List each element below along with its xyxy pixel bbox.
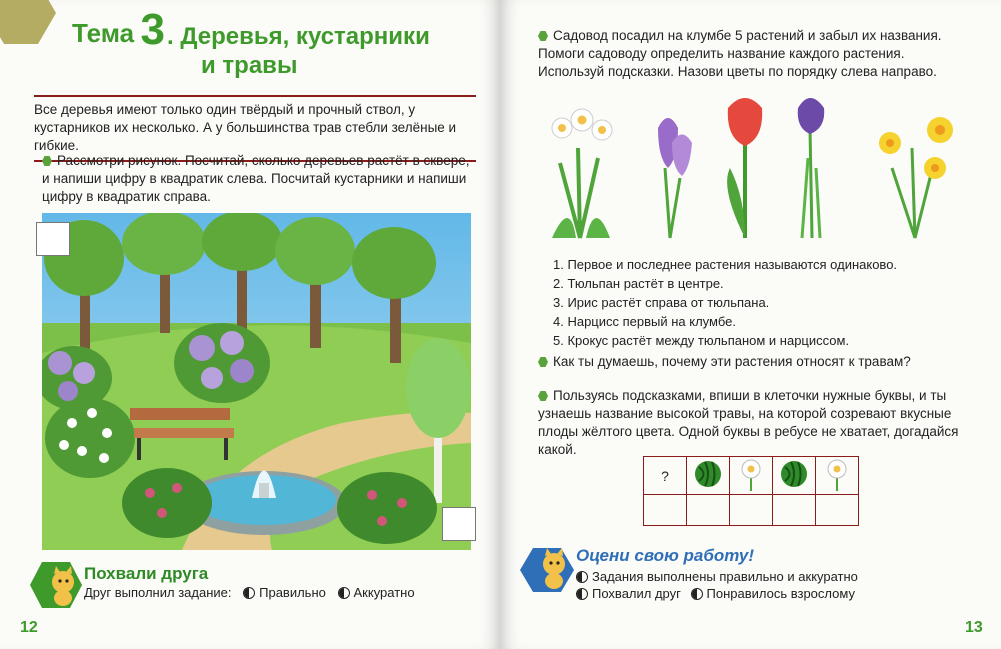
rebus-answer-cell[interactable] (644, 495, 687, 526)
page-title: Тема 3. Деревья, кустарники и травы (72, 5, 430, 79)
flowers-illustration (540, 88, 970, 248)
rebus-grid (643, 456, 859, 526)
bullet-hex-icon (538, 31, 548, 41)
narcissus-white-flower (552, 109, 612, 238)
praise-line: Друг выполнил задание: Правильно Аккуратно (84, 585, 415, 600)
praise-title: Похвали друга (84, 564, 209, 583)
rebus-answer-cell[interactable] (773, 495, 816, 526)
neat-radio[interactable] (338, 587, 350, 599)
question-text: Как ты думаешь, почему эти растения относят к травам? (538, 353, 968, 371)
list-item: 2. Тюльпан растёт в центре. (553, 276, 724, 291)
daffodil-icon (823, 457, 851, 491)
list-item: 4. Нарцисс первый на клумбе. (553, 314, 736, 329)
adult-liked-radio[interactable] (691, 588, 703, 600)
self-check-title: Оцени свою работу! (576, 546, 755, 565)
cat-icon (520, 544, 574, 592)
tree-count-box[interactable] (36, 222, 70, 256)
self-check-line-2: Похвалил друг Понравилось взрослому (576, 586, 855, 601)
left-page (0, 0, 500, 649)
rose-bush (337, 472, 437, 544)
daffodil-icon (737, 457, 765, 491)
rebus-cell (687, 457, 730, 495)
page-number-right: 13 (965, 619, 983, 636)
rebus-answer-cell[interactable] (687, 495, 730, 526)
friend-praised-radio[interactable] (576, 588, 588, 600)
rebus-task: Пользуясь подсказками, впиши в клеточки нужные буквы, и ты узнаешь название высокой травы, на которой созревают вкусные плоды жёлтого цвета. Одной буквы в ребусе не хватает, догадайся какой. (538, 388, 959, 457)
rebus-question-cell: ? (644, 457, 687, 495)
narcissus-yellow-flower (879, 117, 953, 238)
park-illustration (42, 213, 471, 550)
tulip-flower (727, 98, 762, 238)
rebus-cell (773, 457, 816, 495)
rebus-answer-cell[interactable] (816, 495, 859, 526)
list-item: 1. Первое и последнее растения называются одинаково. (553, 257, 898, 272)
watermelon-icon (693, 459, 723, 489)
rose-bush (122, 468, 212, 538)
correct-radio[interactable] (243, 587, 255, 599)
crocus-flower (658, 118, 692, 238)
bullet-hex-icon (42, 156, 52, 166)
bullet-hex-icon (538, 391, 548, 401)
intro-text: Все деревья имеют только один твёрдый и прочный ствол, у кустарников их несколько. А у большинства трав стебли зелёные и гибкие. (34, 95, 476, 162)
shrub-count-box[interactable] (442, 507, 476, 541)
park-task: Рассмотри рисунок. Посчитай, сколько деревьев растёт в сквере, и напиши цифру в квадратик слева. Посчитай кустарники и напиши цифру в квадратик справа. (42, 153, 470, 204)
cat-icon (30, 562, 82, 608)
page-number-left: 12 (20, 619, 38, 636)
iris-flower (798, 98, 824, 238)
self-check-line-1: Задания выполнены правильно и аккуратно (576, 569, 858, 584)
lilac-bush (174, 323, 270, 403)
watermelon-icon (779, 459, 809, 489)
list-item: 5. Крокус растёт между тюльпаном и нарциссом. (553, 333, 850, 348)
corner-hexagon-icon (0, 0, 56, 44)
white-bush (45, 398, 135, 478)
list-item: 3. Ирис растёт справа от тюльпана. (553, 295, 770, 310)
done-correct-radio[interactable] (576, 571, 588, 583)
hints-list (553, 255, 897, 350)
bullet-hex-icon (538, 357, 548, 367)
rebus-cell (816, 457, 859, 495)
flower-task: Садовод посадил на клумбе 5 растений и забыл их названия. Помоги садоводу определить название каждого растения. Используй подсказки. Назови цветы по порядку слева направо. (538, 28, 942, 79)
rebus-answer-cell[interactable] (730, 495, 773, 526)
rebus-cell (730, 457, 773, 495)
